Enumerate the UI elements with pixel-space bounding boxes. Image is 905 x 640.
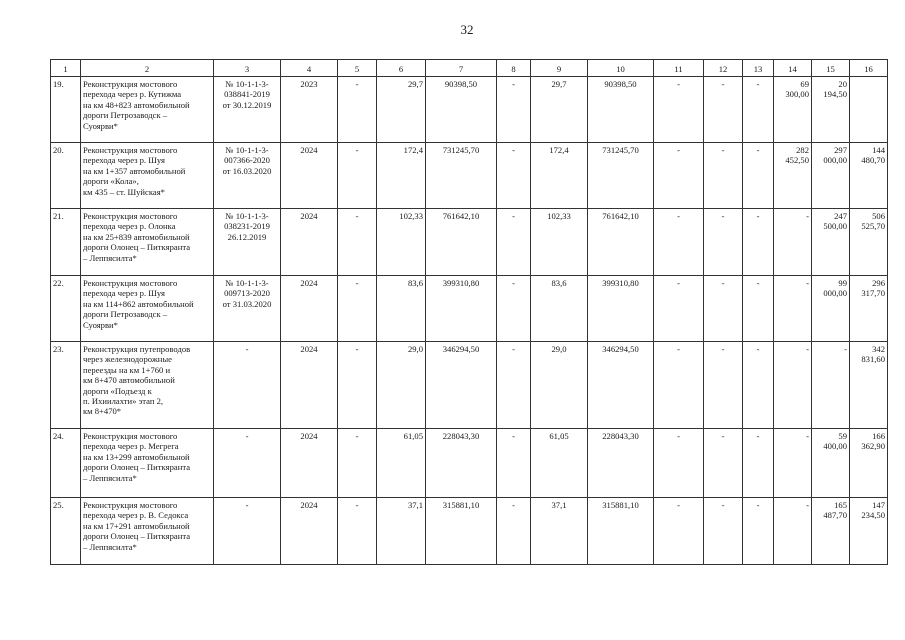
cell-col-13: - xyxy=(743,209,774,276)
cell-col-9: 102,33 xyxy=(531,209,588,276)
column-header-5: 5 xyxy=(338,60,377,77)
cell-col-5: - xyxy=(338,143,377,209)
table-row xyxy=(51,143,888,209)
cell-row-number: 20. xyxy=(51,143,81,209)
column-header-10: 10 xyxy=(588,60,654,77)
cell-document-ref: № 10-1-1-3- 038841-2019 от 30.12.2019 xyxy=(214,77,281,143)
table-row xyxy=(51,276,888,342)
cell-col-12: - xyxy=(704,342,743,429)
cell-col-11: - xyxy=(654,77,704,143)
cell-row-number: 25. xyxy=(51,498,81,565)
cell-col-6: 102,33 xyxy=(377,209,426,276)
cell-col-14: - xyxy=(774,209,812,276)
cell-col-8: - xyxy=(497,276,531,342)
column-header-8: 8 xyxy=(497,60,531,77)
cell-col-15: 165 487,70 xyxy=(812,498,850,565)
cell-col-15: 99 000,00 xyxy=(812,276,850,342)
cell-col-8: - xyxy=(497,342,531,429)
column-header-2: 2 xyxy=(81,60,214,77)
cell-col-10: 228043,30 xyxy=(588,429,654,498)
cell-col-13: - xyxy=(743,143,774,209)
cell-col-7: 731245,70 xyxy=(426,143,497,209)
cell-col-16: 296 317,70 xyxy=(850,276,888,342)
cell-col-6: 29,0 xyxy=(377,342,426,429)
cell-col-14: - xyxy=(774,276,812,342)
cell-col-13: - xyxy=(743,276,774,342)
column-header-16: 16 xyxy=(850,60,888,77)
cell-col-5: - xyxy=(338,498,377,565)
column-header-13: 13 xyxy=(743,60,774,77)
cell-year: 2024 xyxy=(281,498,338,565)
table-row xyxy=(51,429,888,498)
cell-col-14: 69 300,00 xyxy=(774,77,812,143)
cell-col-11: - xyxy=(654,498,704,565)
cell-col-11: - xyxy=(654,276,704,342)
cell-col-10: 761642,10 xyxy=(588,209,654,276)
cell-col-14: 282 452,50 xyxy=(774,143,812,209)
cell-col-8: - xyxy=(497,209,531,276)
cell-col-7: 761642,10 xyxy=(426,209,497,276)
cell-object-name: Реконструкция мостового перехода через р. Шуя на км 1+357 автомобильной дороги «Кола», км 435 – ст. Шуйская* xyxy=(81,143,214,209)
cell-year: 2023 xyxy=(281,77,338,143)
cell-col-14: - xyxy=(774,342,812,429)
cell-col-8: - xyxy=(497,429,531,498)
column-header-11: 11 xyxy=(654,60,704,77)
cell-document-ref: № 10-1-1-3- 038231-2019 26.12.2019 xyxy=(214,209,281,276)
cell-col-6: 61,05 xyxy=(377,429,426,498)
cell-document-ref: № 10-1-1-3- 007366-2020 от 16.03.2020 xyxy=(214,143,281,209)
cell-col-15: 59 400,00 xyxy=(812,429,850,498)
cell-object-name: Реконструкция мостового перехода через р. В. Седокса на км 17+291 автомобильной дороги Олонец – Питкяранта – Леппясилта* xyxy=(81,498,214,565)
cell-col-10: 346294,50 xyxy=(588,342,654,429)
cell-col-8: - xyxy=(497,143,531,209)
cell-col-9: 29,0 xyxy=(531,342,588,429)
cell-col-16: 147 234,50 xyxy=(850,498,888,565)
column-header-7: 7 xyxy=(426,60,497,77)
cell-object-name: Реконструкция мостового перехода через р. Мегрега на км 13+299 автомобильной дороги Олонец – Питкяранта – Леппясилта* xyxy=(81,429,214,498)
cell-col-11: - xyxy=(654,429,704,498)
cell-row-number: 21. xyxy=(51,209,81,276)
cell-document-ref: - xyxy=(214,498,281,565)
cell-document-ref: № 10-1-1-3- 009713-2020 от 31.03.2020 xyxy=(214,276,281,342)
cell-row-number: 19. xyxy=(51,77,81,143)
cell-col-12: - xyxy=(704,209,743,276)
column-header-14: 14 xyxy=(774,60,812,77)
cell-object-name: Реконструкция мостового перехода через р. Кутижма на км 48+823 автомобильной дороги Петрозаводск – Суоярви* xyxy=(81,77,214,143)
cell-col-14: - xyxy=(774,429,812,498)
cell-col-9: 172,4 xyxy=(531,143,588,209)
cell-col-9: 83,6 xyxy=(531,276,588,342)
cell-col-13: - xyxy=(743,429,774,498)
column-header-6: 6 xyxy=(377,60,426,77)
cell-document-ref: - xyxy=(214,429,281,498)
cell-col-6: 29,7 xyxy=(377,77,426,143)
cell-col-7: 228043,30 xyxy=(426,429,497,498)
cell-col-16 xyxy=(850,77,888,143)
cell-year: 2024 xyxy=(281,276,338,342)
cell-col-12: - xyxy=(704,498,743,565)
cell-row-number: 24. xyxy=(51,429,81,498)
cell-year: 2024 xyxy=(281,143,338,209)
cell-col-15: 247 500,00 xyxy=(812,209,850,276)
cell-col-15: 297 000,00 xyxy=(812,143,850,209)
cell-col-7: 90398,50 xyxy=(426,77,497,143)
table-body xyxy=(51,77,888,565)
column-header-1: 1 xyxy=(51,60,81,77)
header-row xyxy=(51,60,888,77)
cell-col-6: 83,6 xyxy=(377,276,426,342)
cell-col-10: 315881,10 xyxy=(588,498,654,565)
cell-col-15: - xyxy=(812,342,850,429)
page-number: 32 xyxy=(460,22,474,37)
cell-object-name: Реконструкция мостового перехода через р. Шуя на км 114+862 автомобильной дороги Петрозаводск – Суоярви* xyxy=(81,276,214,342)
cell-col-16: 144 480,70 xyxy=(850,143,888,209)
cell-object-name: Реконструкция мостового перехода через р. Олонка на км 25+839 автомобильной дороги Олонец – Питкяранта – Леппясилта* xyxy=(81,209,214,276)
cell-col-16: 166 362,90 xyxy=(850,429,888,498)
column-header-12: 12 xyxy=(704,60,743,77)
cell-col-5: - xyxy=(338,429,377,498)
cell-col-6: 172,4 xyxy=(377,143,426,209)
cell-col-8: - xyxy=(497,498,531,565)
cell-year: 2024 xyxy=(281,209,338,276)
cell-document-ref: - xyxy=(214,342,281,429)
column-header-4: 4 xyxy=(281,60,338,77)
cell-col-9: 37,1 xyxy=(531,498,588,565)
cell-col-10: 399310,80 xyxy=(588,276,654,342)
cell-col-9: 29,7 xyxy=(531,77,588,143)
cell-col-9: 61,05 xyxy=(531,429,588,498)
cell-col-11: - xyxy=(654,342,704,429)
cell-col-8: - xyxy=(497,77,531,143)
cell-col-10: 731245,70 xyxy=(588,143,654,209)
column-header-3: 3 xyxy=(214,60,281,77)
cell-col-10: 90398,50 xyxy=(588,77,654,143)
cell-col-5: - xyxy=(338,209,377,276)
cell-col-13: - xyxy=(743,77,774,143)
cell-row-number: 23. xyxy=(51,342,81,429)
cell-col-11: - xyxy=(654,209,704,276)
table-row xyxy=(51,342,888,429)
cell-col-13: - xyxy=(743,342,774,429)
cell-col-6: 37,1 xyxy=(377,498,426,565)
cell-col-13: - xyxy=(743,498,774,565)
cell-col-5: - xyxy=(338,77,377,143)
cell-col-7: 346294,50 xyxy=(426,342,497,429)
cell-col-5: - xyxy=(338,276,377,342)
table-row xyxy=(51,77,888,143)
cell-col-16: 506 525,70 xyxy=(850,209,888,276)
cell-col-7: 399310,80 xyxy=(426,276,497,342)
table-row xyxy=(51,209,888,276)
cell-col-16: 342 831,60 xyxy=(850,342,888,429)
cell-year: 2024 xyxy=(281,342,338,429)
column-header-15: 15 xyxy=(812,60,850,77)
cell-row-number: 22. xyxy=(51,276,81,342)
data-table xyxy=(50,59,888,565)
cell-col-5: - xyxy=(338,342,377,429)
column-header-9: 9 xyxy=(531,60,588,77)
cell-object-name: Реконструкция путепроводов через железнодорожные переезды на км 1+760 и км 8+470 автомобильной дороги «Подъезд к п. Ихиилахти» этап 2, км 8+470* xyxy=(81,342,214,429)
cell-year: 2024 xyxy=(281,429,338,498)
cell-col-12: - xyxy=(704,143,743,209)
cell-col-12: - xyxy=(704,429,743,498)
cell-col-12: - xyxy=(704,276,743,342)
cell-col-11: - xyxy=(654,143,704,209)
cell-col-14: - xyxy=(774,498,812,565)
table-row xyxy=(51,498,888,565)
cell-col-7: 315881,10 xyxy=(426,498,497,565)
cell-col-15: 20 194,50 xyxy=(812,77,850,143)
cell-col-12: - xyxy=(704,77,743,143)
